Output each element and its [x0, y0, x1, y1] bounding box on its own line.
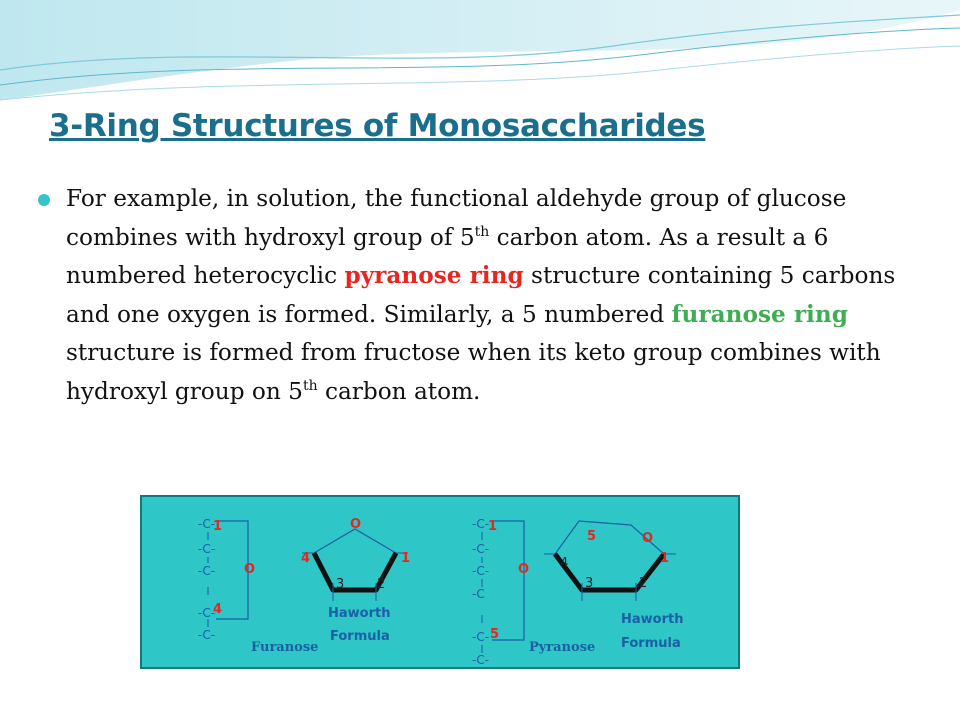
pyranose-ring-num-3: 3	[585, 576, 594, 591]
pyranose-chain-num-5: 5	[490, 627, 500, 642]
pyranose-chain-oxygen: O	[518, 562, 530, 577]
furanose-ring-oxygen: O	[350, 517, 362, 532]
header-wave-decoration	[0, 0, 960, 110]
pyranose-chain-c1: -C-	[472, 517, 490, 531]
furanose-ring-num-3: 3	[336, 577, 345, 592]
furanose-chain-oxygen: O	[244, 562, 256, 577]
pyranose-chain-c2: -C-	[472, 542, 490, 556]
ring-structure-figure	[140, 495, 740, 669]
pyranose-chain-c6: -C-	[472, 653, 490, 667]
bullet-paragraph	[66, 180, 926, 411]
pyranose-ring-num-2: 2	[639, 576, 648, 591]
pyranose-ring-num-1: 1	[660, 551, 670, 566]
furanose-chain-c3: -C-	[198, 564, 216, 578]
paragraph-text-5: carbon atom.	[317, 377, 481, 405]
pyranose-ring-num-4: 4	[560, 556, 569, 571]
slide-title: 3-Ring Structures of Monosaccharides	[49, 108, 706, 144]
pyranose-chain-c3: -C-	[472, 564, 490, 578]
pyranose-haworth-label-2: Formula	[621, 636, 681, 651]
furanose-haworth-label-2: Formula	[330, 629, 390, 644]
furanose-haworth-label-1: Haworth	[328, 606, 391, 621]
paragraph-text-4: structure is formed from fructose when its keto group combines with hydroxyl group on 5	[66, 339, 881, 405]
furanose-chain-num-1: 1	[213, 519, 223, 534]
pyranose-ring-oxygen: O	[642, 531, 654, 546]
furanose-chain-c4: -C-	[198, 606, 216, 620]
pyranose-chain-num-1: 1	[488, 519, 498, 534]
paragraph-text-2: carbon atom. As a result a 6 numbered heterocyclic	[66, 223, 829, 289]
superscript-th-1: th	[474, 223, 490, 240]
furanose-chain-c5: -C-	[198, 628, 216, 642]
furanose-ring-num-2: 2	[377, 577, 386, 592]
pyranose-chain-c4: -C	[472, 587, 485, 601]
superscript-th-2: th	[302, 377, 318, 394]
furanose-ring-num-4: 4	[301, 551, 311, 566]
pyranose-ring-highlight: pyranose ring	[344, 262, 524, 289]
furanose-ring-num-1: 1	[401, 551, 411, 566]
bullet-dot-icon	[38, 194, 50, 206]
furanose-ring-highlight: furanose ring	[671, 300, 848, 328]
ring-structure-diagram	[142, 497, 742, 671]
furanose-chain-c1: -C-	[198, 517, 216, 531]
furanose-label: Furanose	[251, 640, 319, 655]
pyranose-ring-num-5: 5	[587, 529, 597, 544]
furanose-chain-c2: -C-	[198, 542, 216, 556]
furanose-chain-num-4: 4	[213, 602, 223, 617]
pyranose-label: Pyranose	[529, 640, 596, 655]
pyranose-haworth-label-1: Haworth	[621, 612, 684, 627]
paragraph-text-1: For example, in solution, the functional aldehyde group of glucose combines with hydroxyl group of 5	[66, 185, 847, 251]
paragraph-text-3: structure containing 5 carbons and one oxygen is formed. Similarly, a 5 numbered	[66, 262, 896, 328]
pyranose-chain-c5: -C-	[472, 630, 490, 644]
